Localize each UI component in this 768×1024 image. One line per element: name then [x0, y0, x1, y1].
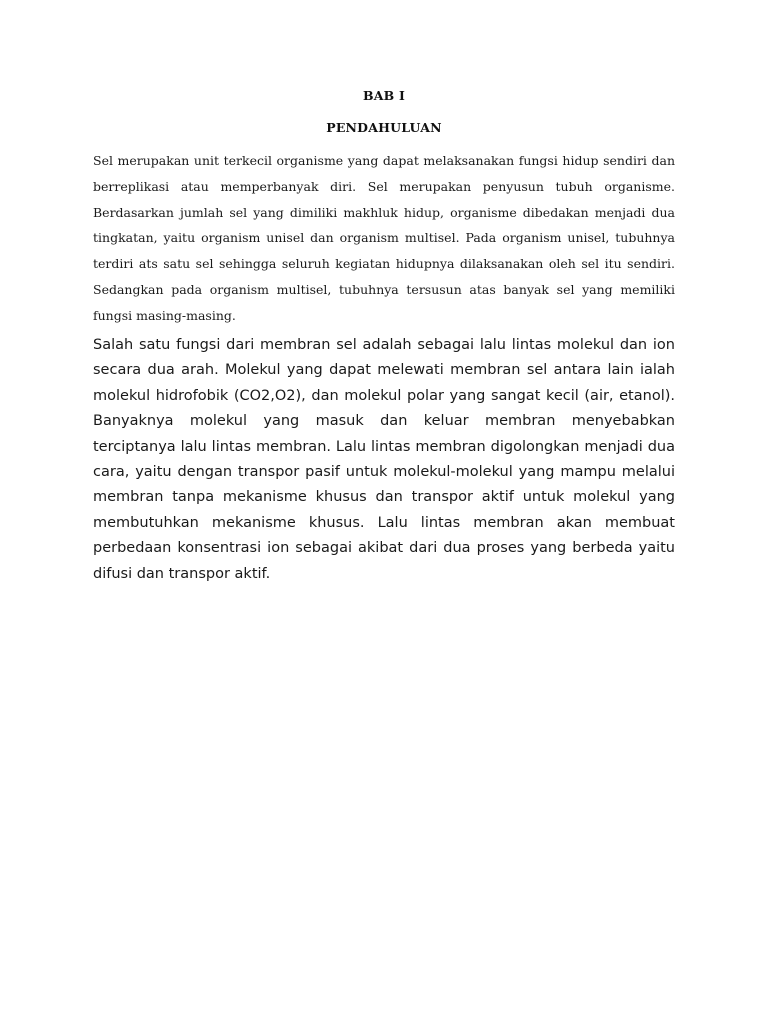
body-paragraph-1: Sel merupakan unit terkecil organisme yang dapat melaksanakan fungsi hidup sendiri dan berreplikasi atau memperbanyak diri. Sel merupakan penyusun tubuh organisme. Berdasarkan jumlah sel yang dimiliki makhluk hidup, organisme dibedakan menjadi dua tingkatan, yaitu organism unisel dan organism multisel. Pada organism unisel, tubuhnya terdiri ats satu sel sehingga seluruh kegiatan hidupnya dilaksanakan oleh sel itu sendiri. Sedangkan pada organism multisel, tubuhnya tersusun atas banyak sel yang memiliki fungsi masing-masing.	[93, 153, 675, 323]
chapter-number: BAB I	[362, 88, 406, 103]
chapter-title: PENDAHULUAN	[326, 120, 442, 135]
body-paragraph-2: Salah satu fungsi dari membran sel adalah sebagai lalu lintas molekul dan ion secara dua arah. Molekul yang dapat melewati membran sel antara lain ialah molekul hidrofobik (CO2,O2), dan molekul polar yang sangat kecil (air, etanol). Banyaknya molekul yang masuk dan keluar membran menyebabkan terciptanya lalu lintas membran. Lalu lintas membran digolongkan menjadi dua cara, yaitu dengan transpor pasif untuk molekul-molekul yang mampu melalui membran tanpa mekanisme khusus dan transpor aktif untuk molekul yang membutuhkan mekanisme khusus. Lalu lintas membran akan membuat perbedaan konsentrasi ion sebagai akibat dari dua proses yang berbeda yaitu difusi dan transpor aktif.	[93, 337, 675, 582]
